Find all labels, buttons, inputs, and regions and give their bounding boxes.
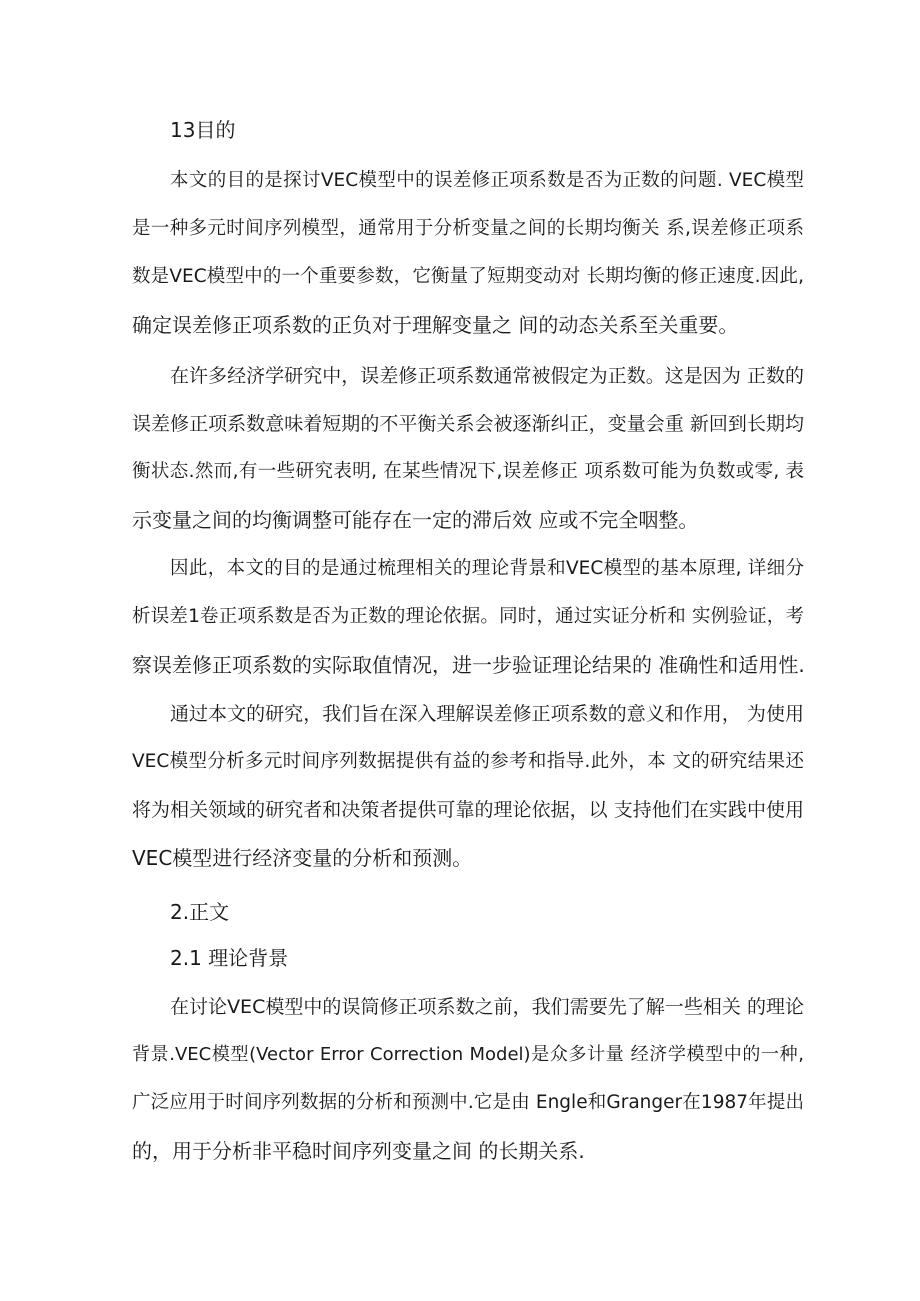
paragraph-line: 确定误差修正项系数的正负对于理解变量之 间的动态关系至关重要。 bbox=[132, 313, 739, 337]
purpose-paragraph-2 bbox=[132, 352, 804, 544]
paragraph-line: 广泛应用于时间序列数据的分析和预测中.它是由 Engle和Granger在1987年提出 bbox=[132, 1092, 804, 1113]
paragraph-line: 将为相关领域的研究者和决策者提供可靠的理论依据，以 支持他们在实践中使用 bbox=[132, 799, 804, 821]
paragraph-line: 的，用于分析非平稳时间序列变量之间 的长期关系. bbox=[132, 1139, 585, 1163]
paragraph-line: 数是VEC模型中的一个重要参数，它衡量了短期变动对 长期均衡的修正速度.因此, bbox=[132, 266, 804, 287]
purpose-paragraph-1 bbox=[132, 157, 804, 349]
paragraph-line: 在许多经济学研究中，误差修正项系数通常被假定为正数。这是因为 正数的 bbox=[170, 365, 804, 387]
paragraph-line: 背景.VEC模型(Vector Error Correction Model)是众多计量 经济学模型中的一种, bbox=[132, 1044, 804, 1065]
paragraph-line: 因此，本文的目的是通过梳理相关的理论背景和VEC模型的基本原理, 详细分 bbox=[170, 558, 804, 579]
theory-paragraph-1 bbox=[132, 983, 804, 1175]
paragraph-line: 是一种多元时间序列模型，通常用于分析变量之间的长期均衡关 系,误差修正项系 bbox=[132, 218, 804, 239]
paragraph-line: 误差修正项系数意味着短期的不平衡关系会被逐渐纠正，变量会重 新回到长期均 bbox=[132, 413, 804, 435]
paragraph-line: VEC模型分析多元时间序列数据提供有益的参考和指导.此外，本 文的研究结果还 bbox=[132, 751, 804, 772]
paragraph-line: 衡状态.然而,有一些研究表明, 在某些情况下,误差修正 项系数可能为负数或零, 表 bbox=[132, 461, 804, 482]
paragraph-line: 通过本文的研究，我们旨在深入理解误差修正项系数的意义和作用， 为使用 bbox=[170, 703, 804, 725]
purpose-paragraph-3 bbox=[132, 545, 804, 689]
paragraph-line: VEC模型进行经济变量的分析和预测。 bbox=[132, 846, 473, 870]
paragraph-line: 析误差1卷正项系数是否为正数的理论依据。同时，通过实证分析和 实例验证，考 bbox=[132, 606, 804, 627]
section-2-1-heading: 2.1 理论背景 bbox=[170, 946, 289, 970]
section-1-3-heading: 13目的 bbox=[170, 118, 236, 142]
paragraph-line: 本文的目的是探讨VEC模型中的误差修正项系数是否为正数的问题. VEC模型 bbox=[170, 170, 804, 191]
paragraph-line: 示变量之间的均衡调整可能存在一定的滞后效 应或不完全咽整。 bbox=[132, 508, 699, 532]
purpose-paragraph-4 bbox=[132, 690, 804, 882]
paragraph-line: 察误差修正项系数的实际取值情况，进一步验证理论结果的 准确性和适用性. bbox=[132, 653, 805, 677]
section-2-heading: 2.正文 bbox=[170, 900, 230, 924]
paragraph-line: 在讨论VEC模型中的误筒修正项系数之前，我们需要先了解一些相关 的理论 bbox=[170, 996, 804, 1018]
